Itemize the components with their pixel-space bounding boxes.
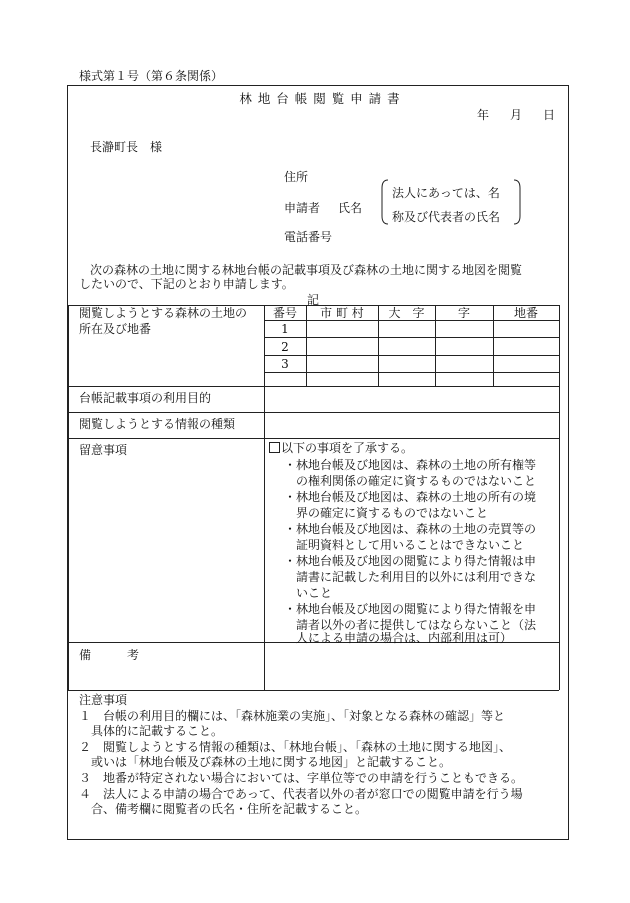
- header-lot-number: 地番: [513, 306, 538, 320]
- addressee: 長瀞町長 様: [90, 140, 163, 154]
- row-number-1: 1: [281, 322, 289, 336]
- request-text-line-2: したいので、下記のとおり申請します。: [79, 277, 294, 291]
- acknowledge-text: 以下の事項を了承する。: [281, 441, 414, 455]
- info-type-bottom-rule: [68, 438, 559, 439]
- location-label-line-2: 所在及び地番: [79, 322, 152, 336]
- acknowledge-checkbox[interactable]: [269, 442, 280, 453]
- applicant-label: 申請者: [284, 201, 321, 215]
- notes-item: ・林地台帳及び地図の閲覧により得た情報は申: [284, 554, 537, 568]
- notes-item: ・林地台帳及び地図は、森林の土地の所有の境: [284, 490, 537, 504]
- header-oaza: 大 字: [388, 306, 425, 320]
- row-number-3: 3: [281, 357, 289, 371]
- table-right-rule: [559, 305, 560, 690]
- notes-label: 留意事項: [79, 443, 128, 457]
- notes-item: いこと: [284, 586, 333, 600]
- caution-line: １ 台帳の利用目的欄には、「森林施業の実施」、「対象となる森林の確認」等と: [79, 709, 506, 723]
- notes-item: 界の確定に資するものではないこと: [284, 506, 489, 520]
- caution-heading: 注意事項: [79, 693, 128, 707]
- remarks-label: 備 考: [79, 648, 140, 662]
- form-title: 林 地 台 帳 閲 覧 申 請 書: [239, 91, 401, 106]
- notes-item: 証明資料として用いることはできないこと: [284, 538, 525, 552]
- notes-item: 請書に記載した利用目的以外には利用できな: [284, 570, 537, 584]
- header-city: 市 町 村: [320, 306, 364, 320]
- caution-line: 具体的に記載すること。: [79, 724, 224, 738]
- notes-item: 人による申請の場合は、内部利用は可）: [284, 631, 513, 645]
- ki-label: 記: [307, 293, 320, 307]
- notes-item: ・林地台帳及び地図の閲覧により得た情報を申: [284, 602, 537, 616]
- notes-checkbox-line[interactable]: [269, 441, 413, 456]
- date-day: 日: [543, 108, 556, 122]
- corp-note-line-1: 法人にあっては、名: [392, 186, 500, 200]
- location-bottom-rule: [68, 386, 559, 387]
- name-label: 氏名: [338, 201, 363, 215]
- caution-line: 或いは「林地台帳及び森林の土地に関する地図」と記載すること。: [79, 755, 452, 769]
- remarks-bottom-rule: [68, 690, 559, 691]
- notes-item: の権利関係の確定に資するものではないこと: [284, 474, 537, 488]
- caution-line: ３ 地番が特定されない場合においては、字単位等での申請を行うこともできる。: [79, 771, 524, 785]
- caution-line: ２ 閲覧しようとする情報の種類は、「林地台帳」、「森林の土地に関する地図」、: [79, 740, 512, 754]
- notes-item: 請者以外の者に提供してはならないこと（法: [284, 618, 537, 632]
- corp-note-line-2: 称及び代表者の氏名: [392, 210, 501, 224]
- purpose-label: 台帳記載事項の利用目的: [79, 391, 212, 405]
- address-label: 住所: [284, 170, 309, 184]
- row-3-rule: [264, 372, 559, 373]
- request-text-line-1: 次の森林の土地に関する林地台帳の記載事項及び森林の土地に関する地図を閲覧: [90, 263, 523, 277]
- row-1-rule: [264, 337, 559, 338]
- location-label-line-1: 閲覧しようとする森林の土地の: [79, 306, 248, 320]
- phone-label: 電話番号: [284, 230, 333, 244]
- row-number-2: 2: [281, 340, 289, 354]
- caution-line: ４ 法人による申請の場合であって、代表者以外の者が窓口での閲覧申請を行う場: [79, 787, 523, 801]
- header-row-rule: [264, 320, 559, 321]
- notes-item: ・林地台帳及び地図は、森林の土地の売買等の: [284, 522, 537, 536]
- date-month: 月: [510, 108, 523, 122]
- purpose-bottom-rule: [68, 412, 559, 413]
- date-year: 年: [477, 108, 490, 122]
- row-2-rule: [264, 355, 559, 356]
- form-number-label: 様式第１号（第６条関係）: [79, 69, 224, 83]
- table-left-rule: [68, 305, 69, 690]
- notes-item: ・林地台帳及び地図は、森林の土地の所有権等: [284, 458, 537, 472]
- info-type-label: 閲覧しようとする情報の種類: [79, 417, 236, 431]
- caution-line: 合、備考欄に閲覧者の氏名・住所を記載すること。: [79, 802, 368, 816]
- header-number: 番号: [272, 306, 297, 320]
- header-aza: 字: [457, 306, 470, 320]
